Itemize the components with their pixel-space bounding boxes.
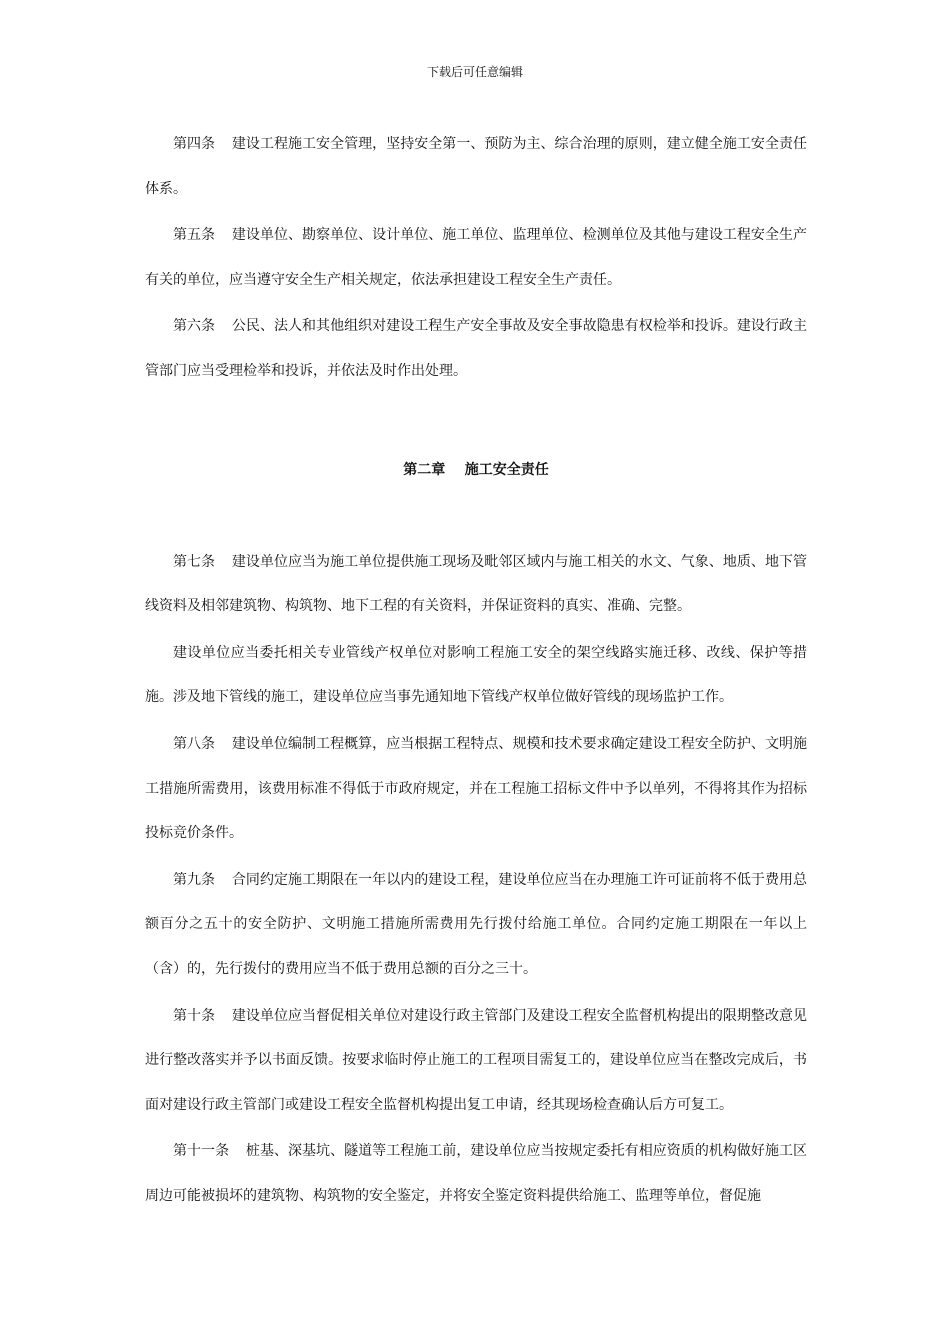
article-number: 第十条 bbox=[173, 1007, 216, 1024]
article-number: 第四条 bbox=[173, 136, 216, 152]
article-paragraph bbox=[145, 122, 807, 211]
article-number: 第八条 bbox=[173, 735, 216, 752]
continuation-paragraph bbox=[145, 631, 807, 720]
article-paragraph bbox=[145, 858, 807, 992]
chapter-heading bbox=[145, 460, 807, 480]
article-text: 建设单位应当委托相关专业管线产权单位对影响工程施工安全的架空线路实施迁移、改线、保护等措施。涉及地下管线的施工，建设单位应当事先通知地下管线产权单位做好管线的现场监护工作。 bbox=[145, 644, 807, 706]
article-text: 建设单位、勘察单位、设计单位、施工单位、监理单位、检测单位及其他与建设工程安全生产有关的单位，应当遵守安全生产相关规定，依法承担建设工程安全生产责任。 bbox=[145, 227, 808, 288]
chapter-title: 施工安全责任 bbox=[464, 461, 549, 478]
article-number: 第十一条 bbox=[173, 1143, 230, 1160]
article-paragraph bbox=[145, 540, 807, 629]
document-body bbox=[145, 122, 807, 1220]
page-header bbox=[0, 64, 950, 80]
article-paragraph bbox=[145, 304, 807, 393]
article-text: 建设单位应当为施工单位提供施工现场及毗邻区域内与施工相关的水文、气象、地质、地下管线资料及相邻建筑物、构筑物、地下工程的有关资料，并保证资料的真实、准确、完整。 bbox=[145, 553, 808, 615]
article-paragraph bbox=[145, 213, 807, 302]
article-text: 建设工程施工安全管理，坚持安全第一、预防为主、综合治理的原则，建立健全施工安全责任体系。 bbox=[145, 136, 808, 197]
header-text: 下载后可任意编辑 bbox=[426, 65, 523, 79]
chapter-number: 第二章 bbox=[403, 461, 446, 478]
article-text: 合同约定施工期限在一年以内的建设工程，建设单位应当在办理施工许可证前将不低于费用总额百分之五十的安全防护、文明施工措施所需费用先行拨付给施工单位。合同约定施工期限在一年以上（含）的，先行拨付的费用应当不低于费用总额的百分之三十。 bbox=[145, 871, 808, 977]
article-text: 桩基、深基坑、隧道等工程施工前，建设单位应当按规定委托有相应资质的机构做好施工区周边可能被损坏的建筑物、构筑物的安全鉴定，并将安全鉴定资料提供给施工、监理等单位，督促施 bbox=[145, 1143, 808, 1204]
article-paragraph bbox=[145, 1129, 807, 1218]
article-paragraph bbox=[145, 994, 807, 1128]
article-number: 第九条 bbox=[173, 871, 216, 888]
article-text: 建设单位编制工程概算，应当根据工程特点、规模和技术要求确定建设工程安全防护、文明施工措施所需费用，该费用标准不得低于市政府规定，并在工程施工招标文件中予以单列，不得将其作为招标投标竞价条件。 bbox=[145, 735, 808, 842]
article-paragraph bbox=[145, 722, 807, 856]
article-number: 第五条 bbox=[173, 227, 216, 244]
article-number: 第七条 bbox=[173, 553, 216, 570]
article-text: 建设单位应当督促相关单位对建设行政主管部门及建设工程安全监督机构提出的限期整改意见进行整改落实并予以书面反馈。按要求临时停止施工的工程项目需复工的，建设单位应当在整改完成后，书面对建设行政主管部门或建设工程安全监督机构提出复工申请，经其现场检查确认后方可复工。 bbox=[145, 1007, 808, 1113]
article-text: 公民、法人和其他组织对建设工程生产安全事故及安全事故隐患有权检举和投诉。建设行政主管部门应当受理检举和投诉，并依法及时作出处理。 bbox=[145, 318, 808, 379]
article-number: 第六条 bbox=[173, 318, 216, 335]
